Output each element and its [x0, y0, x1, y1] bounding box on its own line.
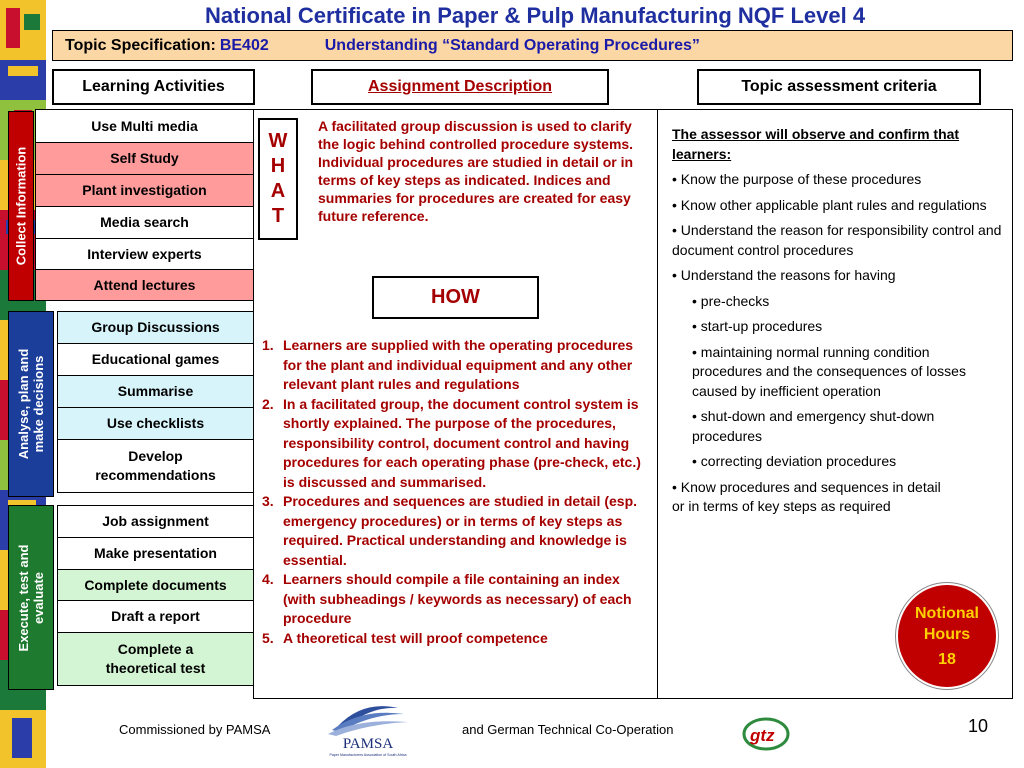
topic-name: Understanding “Standard Operating Procedures”	[324, 37, 700, 54]
gtz-logo-text: gtz	[750, 726, 775, 745]
assignment-description-header[interactable]: Assignment Description	[311, 69, 609, 105]
hours-label: Hours	[923, 625, 971, 643]
how-step: 3. Procedures and sequences are studied in detail (esp. emergency procedures) or in terms of key steps as required. Practical understanding and knowledge is essential.	[262, 493, 638, 568]
what-letter-a: A	[270, 180, 286, 202]
criteria-subitem: • maintaining normal running condition procedures and the consequences of losses caused by inefficient operation	[692, 343, 966, 399]
pamsa-logo-subtext: Paper Manufacturers Association of South Africa	[329, 753, 407, 757]
footer-commissioned: Commissioned by PAMSA	[119, 722, 271, 737]
topic-label: Topic Specification:	[65, 37, 216, 54]
page-number: 10	[968, 716, 989, 736]
gtz-logo	[728, 716, 792, 752]
activity-plant-investigation: Plant investigation	[35, 174, 254, 207]
criteria-item: • Know the purpose of these procedures	[672, 171, 922, 187]
how-steps-list	[262, 336, 650, 648]
learning-activities-header: Learning Activities	[52, 69, 255, 105]
activity-draft-report: Draft a report	[57, 600, 254, 633]
notional-label: Notional	[915, 604, 979, 622]
pamsa-logo-text: PAMSA	[342, 736, 394, 752]
activity-job-assignment: Job assignment	[57, 505, 254, 538]
what-letter-w: W	[268, 130, 288, 152]
footer-cooperation: and German Technical Co-Operation	[462, 722, 674, 737]
activity-develop-recommendations: Develop recommendations	[57, 439, 254, 493]
criteria-subitem: • pre-checks	[692, 292, 770, 309]
activity-make-presentation: Make presentation	[57, 537, 254, 570]
activity-educational-games: Educational games	[57, 343, 254, 376]
what-label	[258, 118, 298, 240]
section-analyse-label: Analyse, plan and make decisions	[16, 348, 46, 460]
what-description: A facilitated group discussion is used to clarify the logic behind controlled procedure systems. Individual procedures are studied in detail or in terms of key steps as indicated. Indices and summaries for procedures are created for easy future reference.	[318, 118, 634, 224]
how-step: 2. In a facilitated group, the document control system is shortly explained. The purpose of the procedures, responsibility control, document control and having procedures for each operating phase (pre-check, etc.) is discussed and summarised.	[262, 395, 641, 490]
activity-self-study: Self Study	[35, 142, 254, 175]
how-step: 5. A theoretical test will proof competence	[262, 629, 548, 646]
activity-complete-documents: Complete documents	[57, 569, 254, 601]
section-execute-test	[8, 505, 54, 690]
topic-assessment-criteria-header: Topic assessment criteria	[697, 69, 981, 105]
section-collect-information	[8, 111, 34, 301]
what-letter-h: H	[270, 155, 286, 177]
activity-summarise: Summarise	[57, 375, 254, 408]
notional-hours-badge	[896, 583, 998, 689]
column-divider	[657, 109, 658, 699]
criteria-subitem: • start-up procedures	[692, 318, 823, 334]
pamsa-logo	[318, 700, 418, 764]
topic-specification-bar	[52, 30, 1013, 61]
activity-use-multi-media: Use Multi media	[35, 109, 254, 143]
topic-code: BE402	[219, 37, 269, 54]
criteria-item: • Understand the reason for responsibility control and document control procedures	[672, 222, 1002, 258]
criteria-item: • Understand the reasons for having	[672, 267, 896, 283]
activity-media-search: Media search	[35, 206, 254, 239]
how-step: 4. Learners should compile a file containing an index (with subheadings / keywords as necessary) of each procedure	[262, 571, 632, 626]
section-analyse-plan	[8, 311, 54, 497]
criteria-intro: The assessor will observe and confirm that learners:	[672, 126, 960, 162]
what-letter-t: T	[271, 205, 285, 227]
criteria-final-item: • Know procedures and sequences in detail or in terms of key steps as required	[672, 478, 941, 514]
activity-use-checklists: Use checklists	[57, 407, 254, 440]
activity-group-discussions: Group Discussions	[57, 311, 254, 344]
page-title: National Certificate in Paper & Pulp Manufacturing NQF Level 4	[204, 3, 866, 28]
how-step: 1. Learners are supplied with the operating procedures for the plant and individual equipment and any other relevant plant rules and regulations	[262, 337, 634, 392]
assessment-criteria-list	[672, 125, 1002, 523]
criteria-subitem: • correcting deviation procedures	[692, 453, 897, 469]
hours-value: 18	[938, 650, 956, 668]
how-label: HOW	[372, 276, 539, 319]
criteria-item: • Know other applicable plant rules and regulations	[672, 196, 987, 213]
section-execute-label: Execute, test and evaluate	[16, 544, 46, 651]
criteria-subitem: • shut-down and emergency shut-down procedures	[692, 408, 935, 444]
activity-attend-lectures: Attend lectures	[35, 269, 254, 301]
activity-interview-experts: Interview experts	[35, 238, 254, 270]
section-collect-label: Collect Information	[13, 146, 29, 266]
activity-complete-theoretical-test: Complete a theoretical test	[57, 632, 254, 686]
